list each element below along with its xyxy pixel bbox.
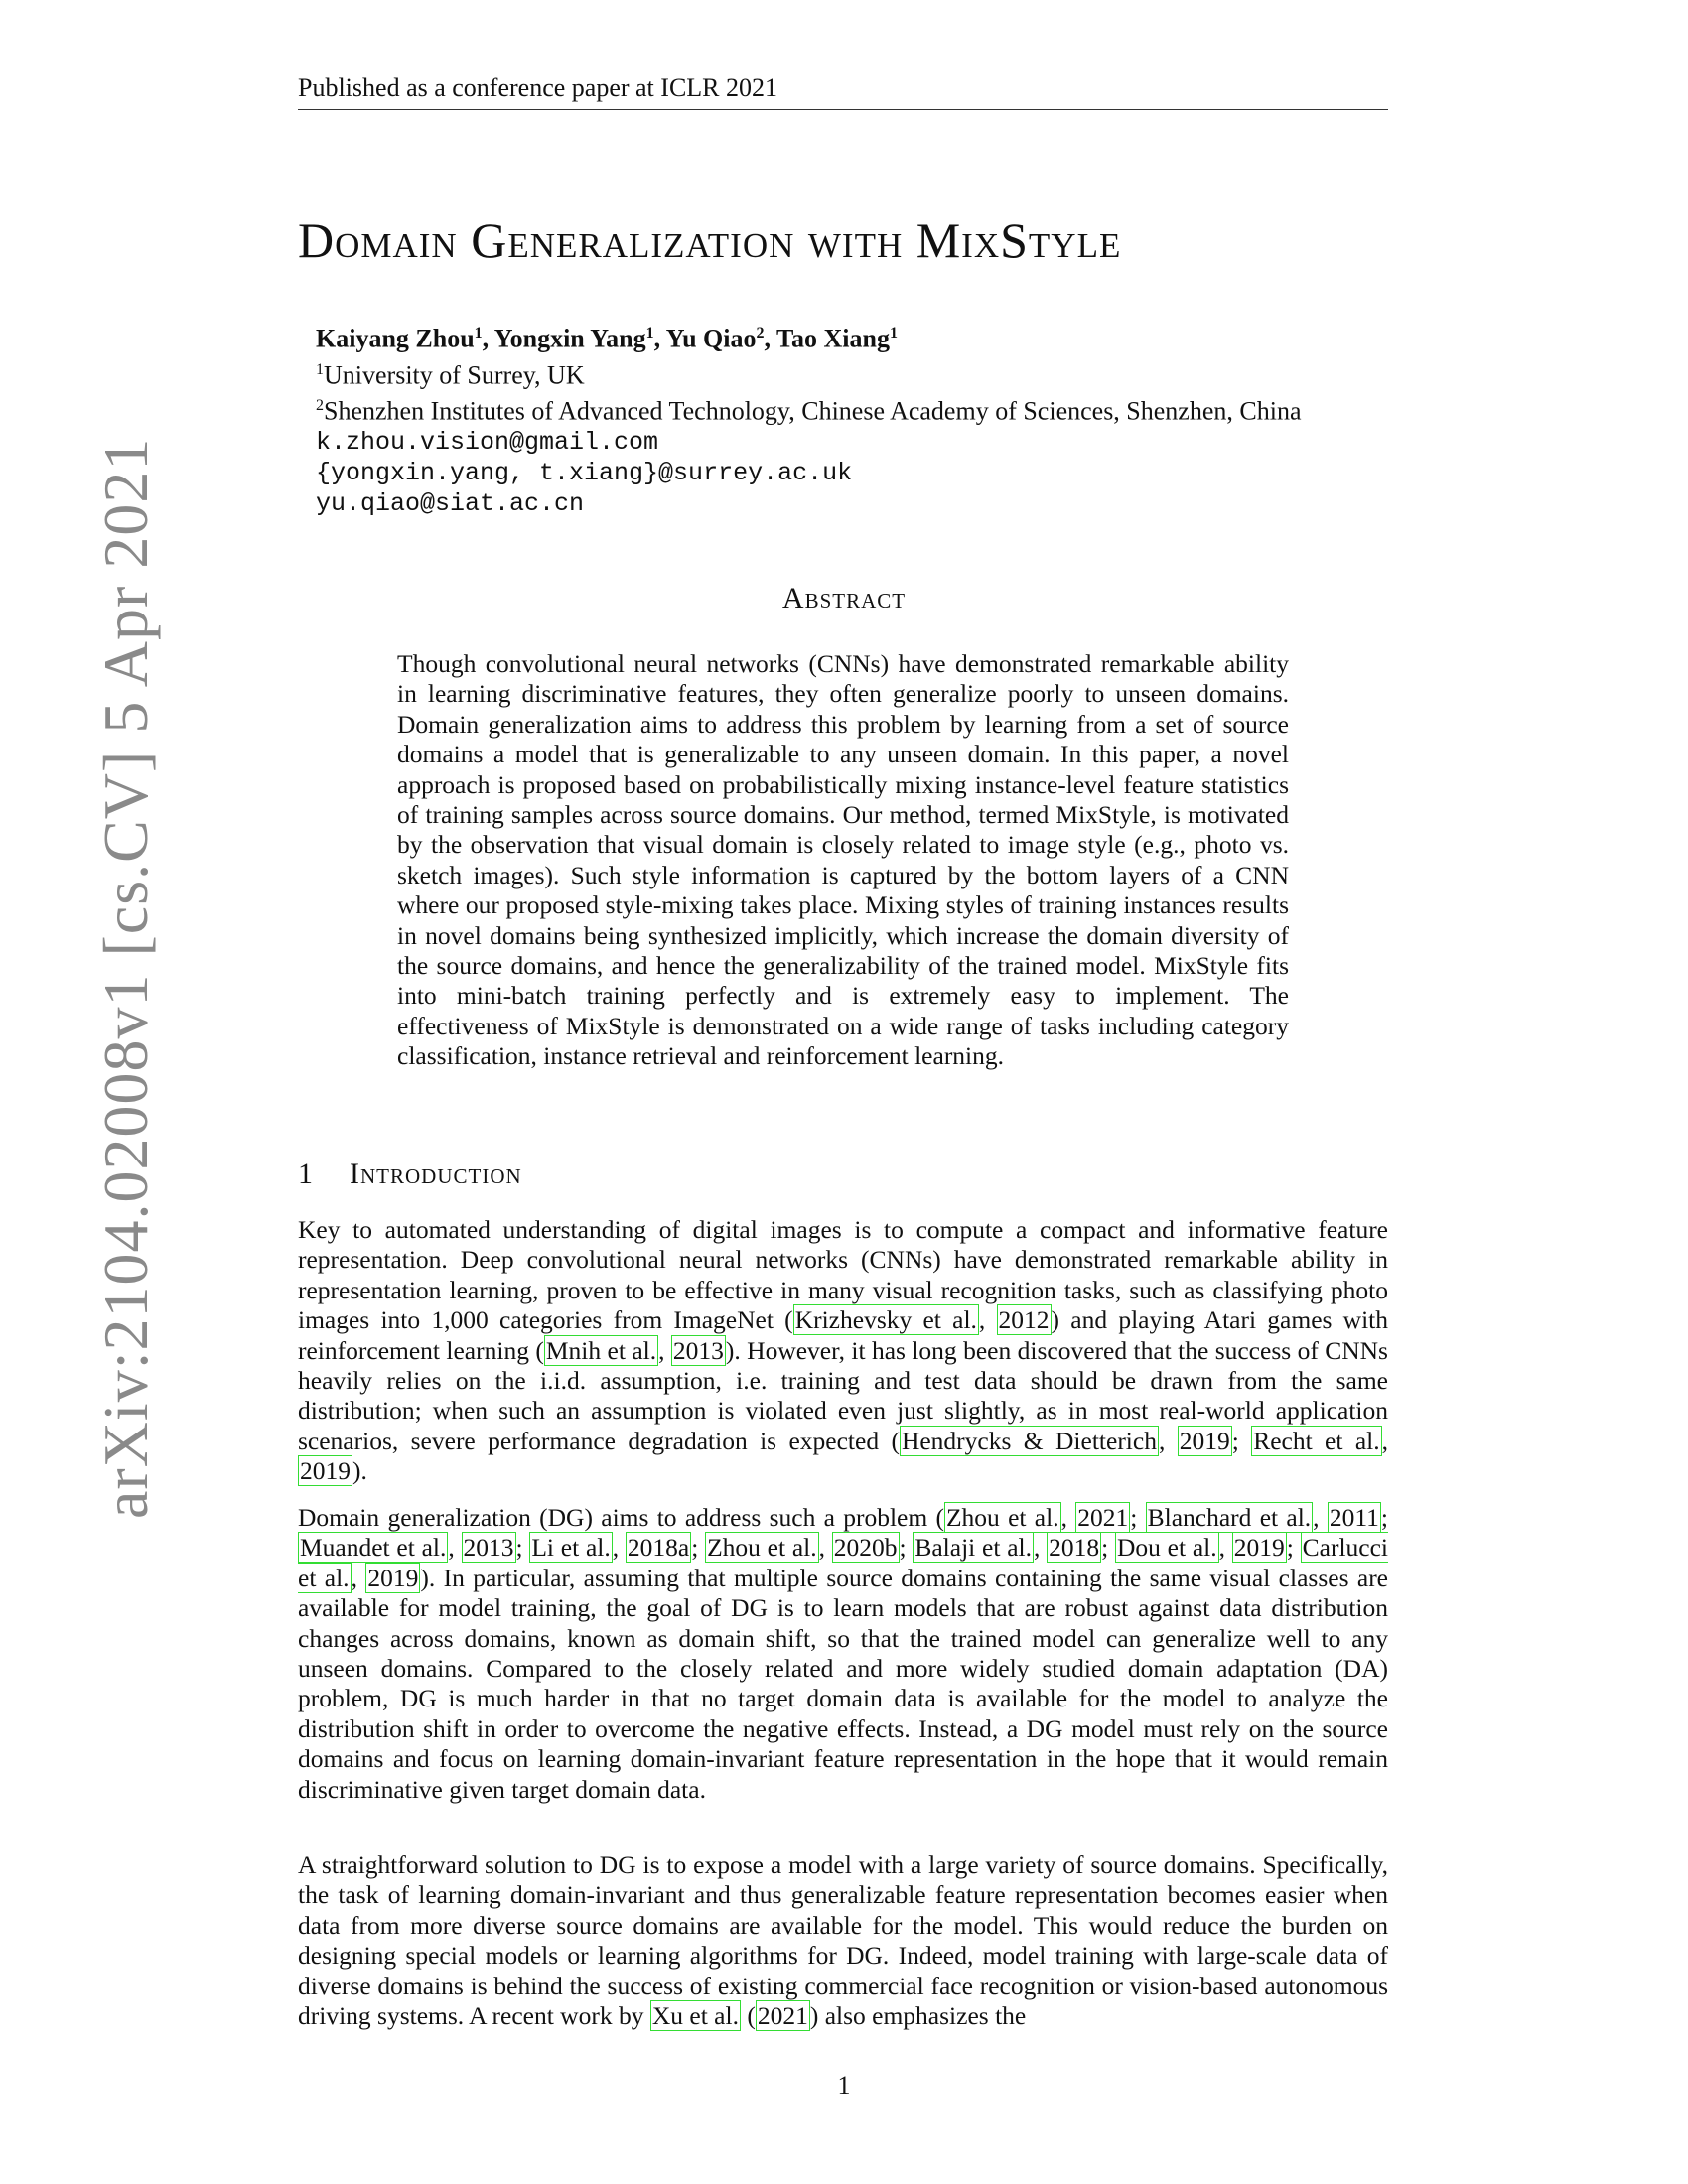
running-header: Published as a conference paper at ICLR 2021 — [298, 73, 1388, 110]
citation-link[interactable]: 2019 — [367, 1563, 419, 1592]
text-run: , — [1313, 1503, 1328, 1532]
affiliation-text: Shenzhen Institutes of Advanced Technology, Chinese Academy of Sciences, Shenzhen, China — [324, 396, 1302, 426]
affiliation-mark: 2 — [316, 397, 324, 415]
author-affiliation-mark: 1 — [645, 325, 654, 341]
citation-link[interactable]: 2013 — [463, 1533, 514, 1563]
text-run: also emphasizes the — [818, 2001, 1027, 2031]
citation-link[interactable]: 2012 — [998, 1305, 1050, 1335]
text-run: , — [612, 1533, 626, 1563]
arxiv-stamp: arXiv:2104.02008v1 [cs.CV] 5 Apr 2021 — [90, 437, 161, 1519]
affiliation-1 — [316, 354, 1302, 391]
paper-title: Domain Generalization with MixStyle — [298, 212, 1122, 268]
text-run: ; — [691, 1533, 706, 1563]
text-run: , — [658, 1335, 671, 1365]
author-affiliation-mark: 1 — [474, 325, 483, 341]
author-email: {yongxin.yang, t.xiang}@surrey.ac.uk — [316, 458, 853, 487]
citation-link[interactable]: 2011 — [1329, 1503, 1379, 1532]
paragraph-3 — [298, 1850, 1388, 2031]
author-name: Yongxin Yang — [493, 324, 646, 353]
author-block — [316, 318, 1302, 519]
author-affiliation-mark: 2 — [756, 325, 765, 341]
text-run: ) — [809, 2001, 819, 2031]
citation-link[interactable]: Dou et al. — [1116, 1533, 1217, 1563]
author-email: yu.qiao@siat.ac.cn — [316, 488, 585, 518]
citation-link[interactable]: 2021 — [1077, 1503, 1129, 1532]
citation-link[interactable]: Mnih et al. — [545, 1335, 657, 1365]
text-run: , — [1033, 1533, 1048, 1563]
text-run: , — [1381, 1426, 1388, 1455]
author-name: Kaiyang Zhou — [316, 324, 475, 353]
paragraph-2 — [298, 1503, 1388, 1805]
affiliation-2 — [316, 390, 1302, 427]
text-run: ; — [1101, 1533, 1115, 1563]
text-run: Key to automated understanding of digital images is to compute a compact and informative feature representation. Deep convolutional neural networks (CNNs) have demonstrated remarkable ability in representation learning, proven to be effective in many visual recognition tasks, such as classifying photo images into 1,000 categories from ImageNet ( — [298, 1215, 1388, 1335]
text-run: , — [1060, 1503, 1076, 1532]
text-run: , — [448, 1533, 462, 1563]
author-name: Yu Qiao — [665, 324, 757, 353]
citation-link[interactable]: Balaji et al. — [914, 1533, 1032, 1563]
text-run: ; — [515, 1533, 530, 1563]
citation-link[interactable]: 2019 — [1233, 1533, 1285, 1563]
text-run: ; — [899, 1533, 914, 1563]
text-run: ; — [1231, 1426, 1252, 1455]
page-number: 1 — [837, 2071, 851, 2100]
citation-link[interactable]: 2021 — [757, 2001, 808, 2031]
author-email: k.zhou.vision@gmail.com — [316, 427, 659, 457]
abstract-text: Though convolutional neural networks (CNNs) have demonstrated remarkable ability in learning discriminative features, they often generalize poorly to unseen domains. Domain generalization aims to address this problem by learning from a set of source domains a model that is generalizable to any unseen domain. In this paper, a novel approach is proposed based on probabilistically mixing instance-level feature statistics of training samples across source domains. Our method, termed MixStyle, is motivated by the observation that visual domain is closely related to image style (e.g., photo vs. sketch images). Such style information is captured by the bottom layers of a CNN where our proposed style-mixing takes place. Mixing styles of training instances results in novel domains being synthesized implicitly, which increase the domain diversity of the source domains, and hence the generalizability of the trained model. MixStyle fits into mini-batch training perfectly and is extremely easy to implement. The effectiveness of MixStyle is demonstrated on a wide range of tasks including category classification, instance retrieval and reinforcement learning. — [397, 649, 1289, 1071]
abstract-heading: Abstract — [781, 582, 907, 614]
section-title: Introduction — [350, 1158, 522, 1190]
text-run: , — [818, 1533, 832, 1563]
text-run: , — [1158, 1426, 1178, 1455]
text-run: A straightforward solution to DG is to expose a model with a large variety of source domains. Specifically, the task of learning domain-invariant and thus generalizable feature representation becomes easier when data from more diverse source domains are available for the model. This would reduce the burden on designing special models or learning algorithms for DG. Indeed, model training with large-scale data of diverse domains is behind the success of existing commercial face recognition or vision-based autonomous driving systems. A recent work by — [298, 1850, 1388, 2031]
citation-link[interactable]: Krizhevsky et al. — [794, 1305, 977, 1335]
citation-link[interactable]: Muandet et al. — [300, 1533, 447, 1563]
text-run: ; — [1286, 1533, 1301, 1563]
text-run: ; — [1380, 1503, 1388, 1532]
author-names — [316, 318, 1302, 354]
citation-link[interactable]: Blanchard et al. — [1147, 1503, 1312, 1532]
text-run: ). However, it has long been discovered that the success of CNNs heavily relies on the i.i.d. assumption, i.e. training and test data should be drawn from the same distribution; when such an assumption is violated even just slightly, as in most real-world application scenarios, severe performance degradation is expected ( — [298, 1335, 1388, 1455]
affiliation-text: University of Surrey, UK — [324, 360, 585, 390]
citation-link[interactable]: 2019 — [1179, 1426, 1230, 1455]
section-heading — [298, 1158, 522, 1191]
text-run: Domain generalization (DG) aims to address such a problem ( — [298, 1503, 944, 1532]
text-run: ) and playing Atari games with reinforcement learning ( — [298, 1305, 1389, 1365]
citation-link[interactable]: Zhou et al. — [945, 1503, 1059, 1532]
text-run: ; — [1130, 1503, 1146, 1532]
text-run: , — [978, 1305, 997, 1335]
affiliation-mark: 1 — [316, 360, 324, 378]
citation-link[interactable]: 2018 — [1049, 1533, 1100, 1563]
section-number: 1 — [298, 1158, 314, 1190]
paragraph-1 — [298, 1215, 1388, 1487]
text-run: ). In particular, assuming that multiple source domains containing the same visual classes are available for model training, the goal of DG is to learn models that are robust against data distribution changes across domains, known as domain shift, so that the trained model can generalize well to any unseen domains. Compared to the closely related and more widely studied domain adaptation (DA) problem, DG is much harder in that no target domain data is available for the model to analyze the distribution shift in order to overcome the negative effects. Instead, a DG model must rely on the source domains and focus on learning domain-invariant feature representation in the hope that it would remain discriminative given target domain data. — [298, 1563, 1389, 1804]
citation-link[interactable]: Carlucci et al. — [298, 1533, 1388, 1592]
text-run: , — [351, 1563, 366, 1592]
text-run: , — [1218, 1533, 1232, 1563]
citation-link[interactable]: Hendrycks & Dietterich — [901, 1426, 1157, 1455]
author-affiliation-mark: 1 — [889, 325, 898, 341]
author-separator: , — [764, 324, 777, 353]
author-separator: , — [653, 324, 666, 353]
citation-link[interactable]: Li et al. — [531, 1533, 611, 1563]
citation-link[interactable]: 2020b — [833, 1533, 898, 1563]
author-name: Tao Xiang — [776, 324, 890, 353]
author-separator: , — [482, 324, 494, 353]
citation-link[interactable]: Zhou et al. — [707, 1533, 817, 1563]
text-run: ). — [352, 1456, 367, 1486]
citation-link[interactable]: 2019 — [300, 1456, 351, 1486]
citation-link[interactable]: Recht et al. — [1253, 1426, 1380, 1455]
citation-link[interactable]: 2018a — [627, 1533, 690, 1563]
text-run: ( — [740, 2001, 756, 2031]
citation-link[interactable]: Xu et al. — [651, 2001, 739, 2031]
citation-link[interactable]: 2013 — [672, 1335, 724, 1365]
